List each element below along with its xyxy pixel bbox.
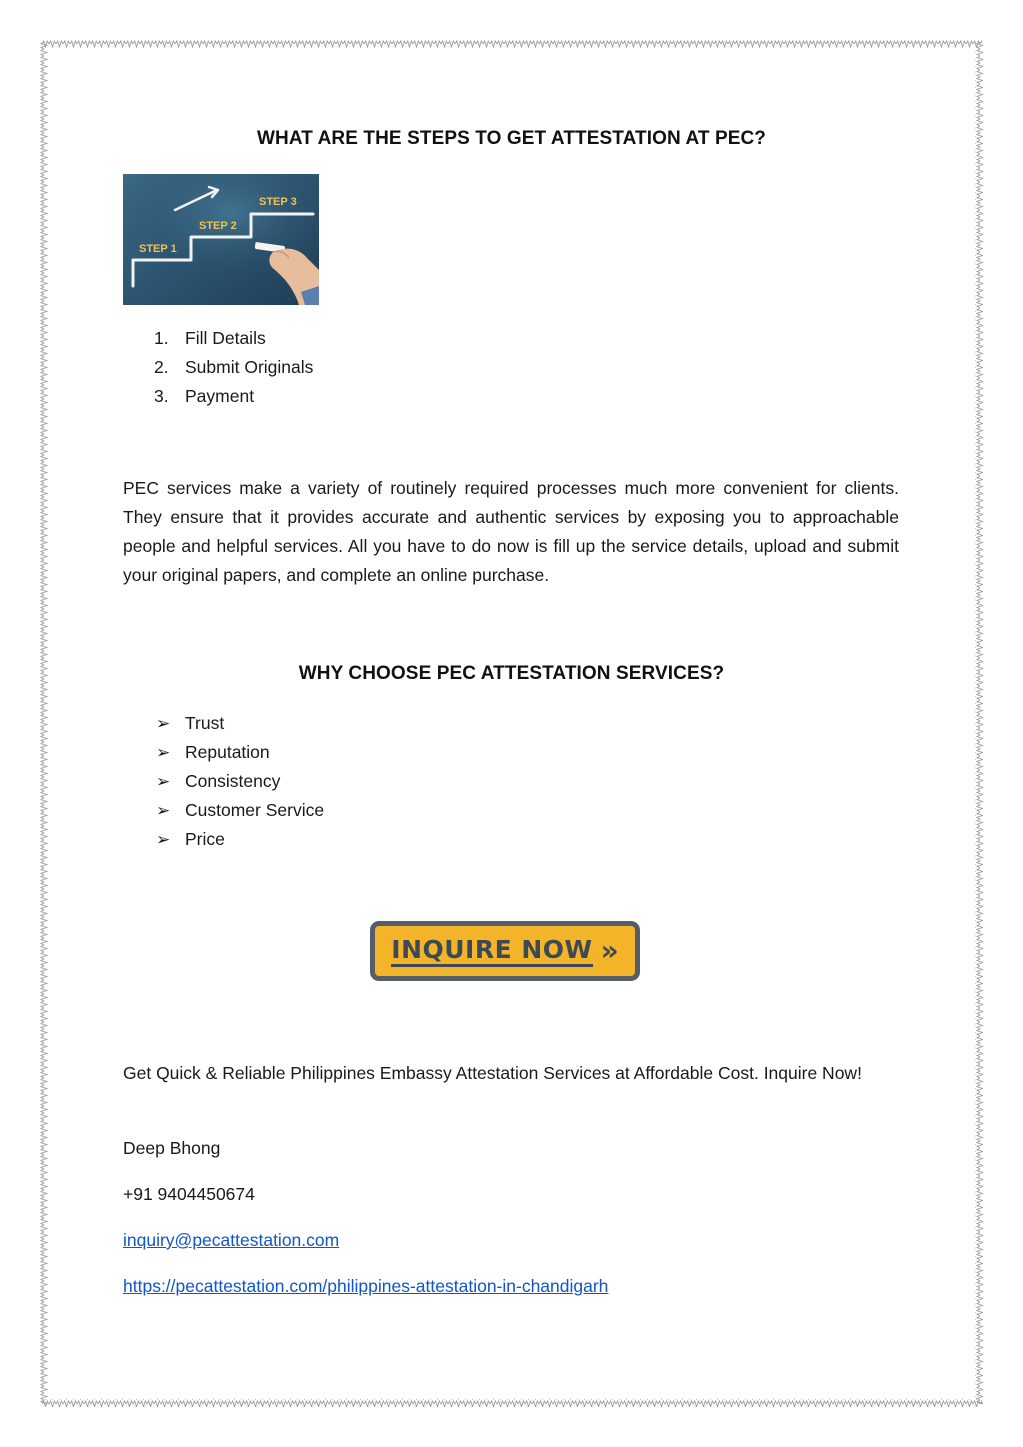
list-item (123, 709, 324, 738)
contact-tagline: Get Quick & Reliable Philippines Embassy Attestation Services at Affordable Cost. Inquire Now! (123, 1063, 862, 1083)
steps-list (123, 324, 313, 411)
list-item (123, 353, 313, 382)
step-label-3: STEP 3 (259, 196, 297, 208)
why-choose-heading: WHY CHOOSE PEC ATTESTATION SERVICES? (298, 663, 725, 684)
step-label-2: STEP 2 (199, 220, 237, 232)
step-label: Fill Details (185, 328, 266, 348)
step-label: Payment (185, 386, 255, 406)
list-item (123, 796, 324, 825)
list-number: 1. (154, 328, 169, 348)
step-label-1: STEP 1 (139, 243, 177, 255)
list-item (123, 382, 313, 411)
reason-label: Reputation (185, 742, 270, 762)
list-number: 3. (154, 386, 169, 406)
list-number: 2. (154, 357, 169, 377)
arrowhead-bullet-icon: ➢ (156, 714, 171, 733)
contact-phone: +91 9404450674 (123, 1184, 255, 1204)
arrowhead-bullet-icon: ➢ (156, 830, 171, 849)
inquire-now-button[interactable] (370, 921, 640, 981)
reason-label: Consistency (185, 771, 281, 791)
list-item (123, 324, 313, 353)
reasons-list (123, 709, 324, 854)
arrowhead-bullet-icon: ➢ (156, 772, 171, 791)
list-item (123, 738, 324, 767)
email-link[interactable]: inquiry@pecattestation.com (123, 1230, 340, 1250)
steps-illustration (123, 174, 319, 305)
inquire-now-label: INQUIRE NOW (391, 936, 592, 967)
website-link[interactable]: https://pecattestation.com/philippines-attestation-in-chandigarh (123, 1276, 609, 1296)
arrowhead-bullet-icon: ➢ (156, 743, 171, 762)
reason-label: Trust (185, 713, 225, 733)
contact-name: Deep Bhong (123, 1138, 221, 1158)
list-item (123, 825, 324, 854)
arrowhead-bullet-icon: ➢ (156, 801, 171, 820)
reason-label: Customer Service (185, 800, 325, 820)
step-label: Submit Originals (185, 357, 314, 377)
reason-label: Price (185, 829, 225, 849)
services-paragraph: PEC services make a variety of routinely required processes much more convenient for clients. They ensure that it provides accurate and authentic services by exposing you to approachable people and helpful services. All you have to do now is fill up the service details, upload and submit your original papers, and complete an online purchase. (123, 478, 899, 585)
double-chevron-right-icon: » (600, 934, 619, 967)
list-item (123, 767, 324, 796)
steps-heading: WHAT ARE THE STEPS TO GET ATTESTATION AT PEC? (256, 128, 767, 149)
